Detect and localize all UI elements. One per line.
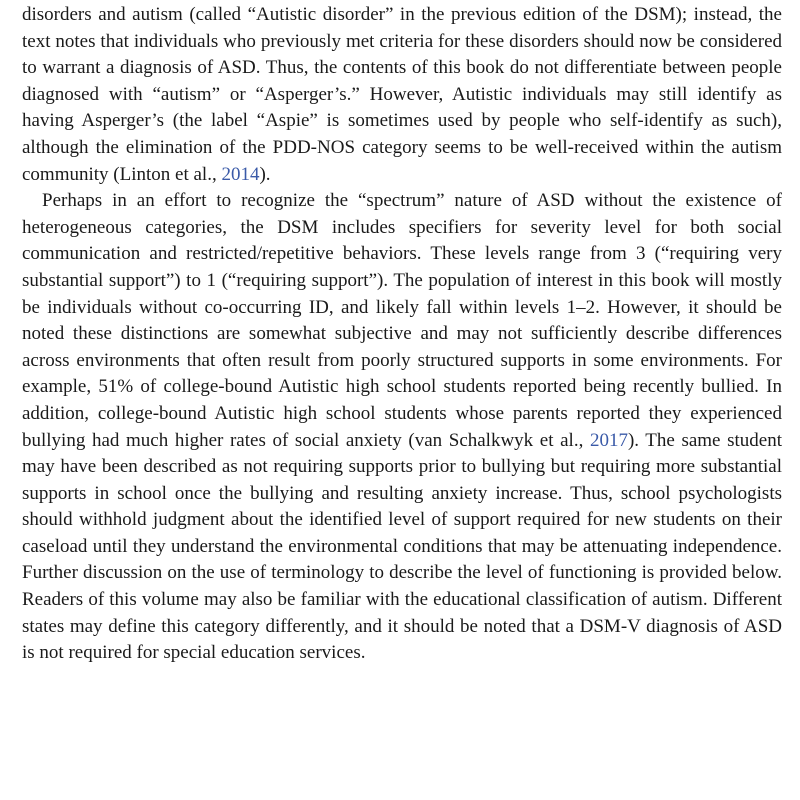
paragraph-text: ). The same student may have been described as not requiring supports prior to bullying but requiring more substantial supports in school once the bullying and resulting anxiety increase. Thus, school psychologists should withhold judgment about the identified level of support required for new students on their caseload until they understand the environmental conditions that may be attenuating independence. Further discussion on the use of terminology to describe the level of functioning is provided below. Readers of this volume may also be familiar with the educational classification of autism. Different states may define this category differently, and it should be noted that a DSM-V diagnosis of ASD is not required for special education services. [22, 429, 782, 664]
citation-link-van-schalkwyk-2017[interactable]: 2017 [589, 429, 628, 451]
citation-link-linton-2014[interactable]: 2014 [221, 163, 260, 185]
paragraph-text: ). [259, 163, 271, 185]
paragraph-2 [22, 188, 782, 667]
paragraph-text: Perhaps in an effort to recognize the “spectrum” nature of ASD without the existence of heterogeneous categories, the DSM includes specifiers for severity level for both social communication and restricted/repetitive behaviors. These levels range from 3 (“requiring very substantial support”) to 1 (“requiring support”). The population of interest in this book will mostly be individuals without co-occurring ID, and likely fall within levels 1–2. However, it should be noted these distinctions are somewhat subjective and may not sufficiently describe differences across environments that often result from poorly structured supports in some environments. For example, 51% of college-bound Autistic high school students reported being recently bullied. In addition, college-bound Autistic high school students whose parents reported they experienced bullying had much higher rates of social anxiety (van Schalkwyk et al., [22, 190, 782, 451]
paragraph-text: disorders and autism (called “Autistic disorder” in the previous edition of the DSM); instead, the text notes that individuals who previously met criteria for these disorders should now be considered to warrant a diagnosis of ASD. Thus, the contents of this book do not differentiate between people diagnosed with “autism” or “Asperger’s.” However, Autistic individuals may still identify as having Asperger’s (the label “Aspie” is sometimes used by people who self-identify as such), although the elimination of the PDD-NOS category seems to be well-received within the autism community (Linton et al., [22, 4, 782, 185]
paragraph-1 [22, 2, 782, 188]
